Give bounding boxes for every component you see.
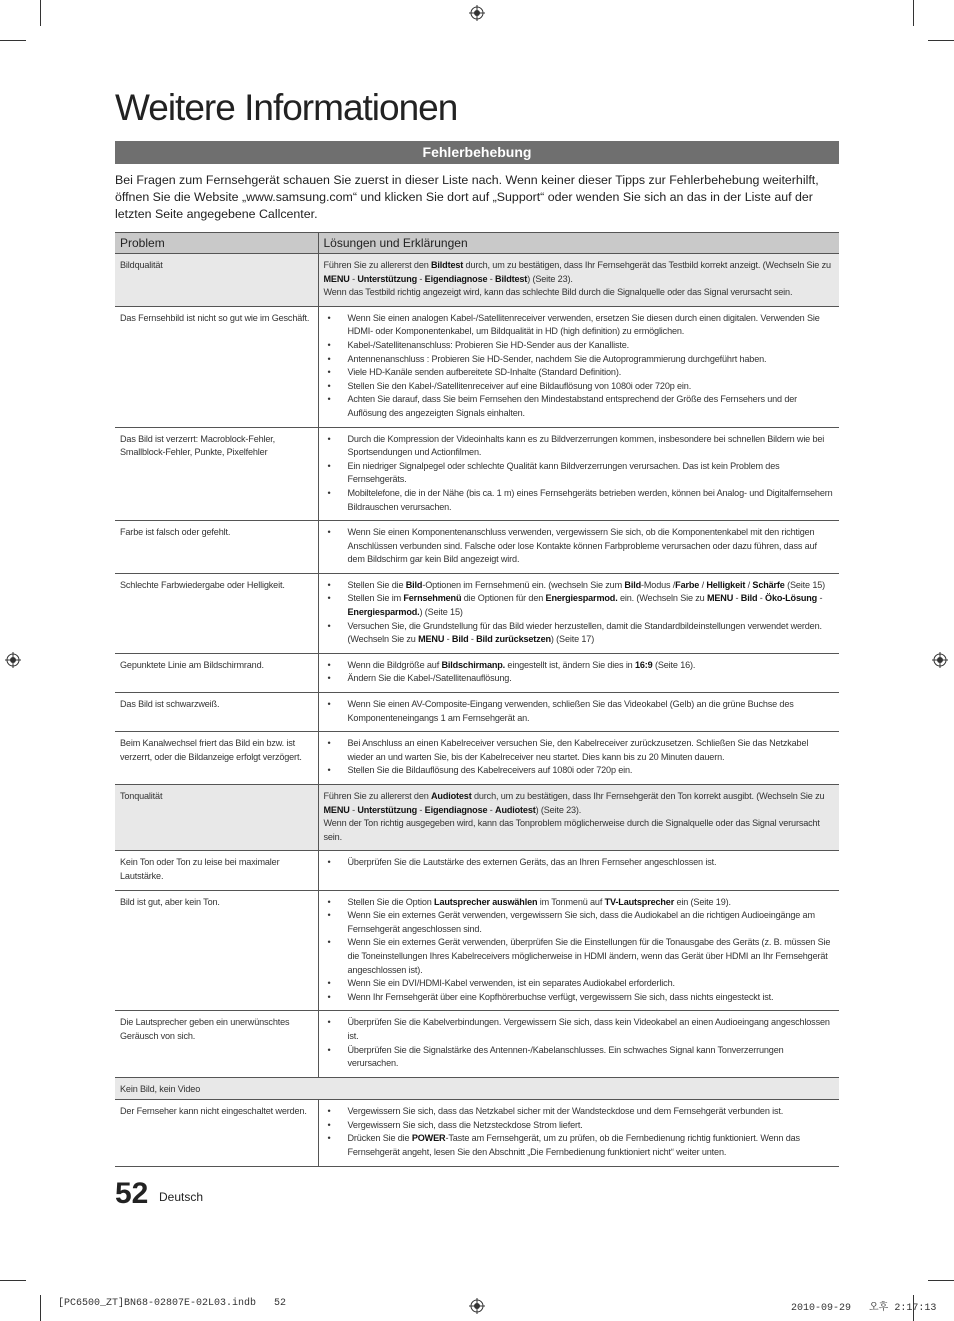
header-problem: Problem xyxy=(115,233,318,254)
solution-list xyxy=(324,312,835,421)
table-row xyxy=(115,890,839,1011)
list-item: • Wenn Sie einen analogen Kabel-/Satellitenreceiver verwenden, ersetzen Sie diesen durch einen digitalen. Verwenden Sie HDMI- oder Komponentenkabel, um Bildqualität in HD (high definition) zu ermöglichen. xyxy=(324,312,835,339)
solution-cell: Führen Sie zu allererst den Audiotest durch, um zu bestätigen, dass Ihr Fernsehgerät den Ton korrekt ausgibt. (Wechseln Sie zu MENU - Unterstützung - Eigendiagnose - Audiotest) (Seite 23). Wenn der Ton richtig ausgegeben wird, kann das Tonproblem möglicherweise durch die Signalquelle oder das Signal verursacht sein. xyxy=(318,785,839,851)
category-cell: Kein Bild, kein Video xyxy=(115,1077,839,1100)
table-row xyxy=(115,254,839,307)
intro-paragraph: Bei Fragen zum Fernsehgerät schauen Sie zuerst in dieser Liste nach. Wenn keiner dieser Tipps zur Fehlerbehebung weiterhilft, öffnen Sie die Website „www.samsung.com“ und klicken Sie dort auf „Support“ oder wenden Sie sich an das in der Liste auf der letzten Seite angegebene Callcenter. xyxy=(115,173,819,221)
solution-list xyxy=(324,659,835,686)
list-item: • Ändern Sie die Kabel-/Satellitenauflösung. xyxy=(324,672,835,686)
solution-cell: Führen Sie zu allererst den Bildtest durch, um zu bestätigen, dass Ihr Fernsehgerät das Testbild korrekt anzeigt. (Wechseln Sie zu MENU - Unterstützung - Eigendiagnose - Bildtest) (Seite 23). Wenn das Testbild richtig angezeigt wird, kann das schlechte Bild durch die Signalquelle oder das Signal verursacht sein. xyxy=(318,254,839,307)
crop-mark xyxy=(0,1280,26,1281)
list-item: • Wenn die Bildgröße auf Bildschirmanp. eingestellt ist, ändern Sie dies in 16:9 (Seite 16). xyxy=(324,659,835,673)
table-row xyxy=(115,653,839,692)
solution-list xyxy=(324,1016,835,1070)
table-row xyxy=(115,573,839,653)
list-item: • Viele HD-Kanäle senden aufbereitete SD-Inhalte (Standard Definition). xyxy=(324,366,835,380)
solution-list xyxy=(324,433,835,515)
crop-mark xyxy=(928,40,954,41)
problem-cell: Beim Kanalwechsel friert das Bild ein bzw. ist verzerrt, oder die Bildanzeige erfolgt verzögert. xyxy=(115,732,318,785)
table-row xyxy=(115,693,839,732)
crop-mark xyxy=(40,1295,41,1321)
solution-list xyxy=(324,737,835,778)
list-item: • Stellen Sie im Fernsehmenü die Optionen für den Energiesparmod. ein. (Wechseln Sie zu MENU - Bild - Öko-Lösung - Energiesparmod.) (Seite 15) xyxy=(324,592,835,619)
registration-mark-icon xyxy=(5,652,21,668)
list-item: • Ein niedriger Signalpegel oder schlechte Qualität kann Bildverzerrungen verursachen. Das ist kein Problem des Fernsehgeräts. xyxy=(324,460,835,487)
problem-cell: Gepunktete Linie am Bildschirmrand. xyxy=(115,653,318,692)
registration-mark-icon xyxy=(469,1298,485,1314)
problem-cell: Die Lautsprecher geben ein unerwünschtes Geräusch von sich. xyxy=(115,1011,318,1077)
solution-cell xyxy=(318,573,839,653)
table-row xyxy=(115,306,839,427)
crop-mark xyxy=(0,40,26,41)
crop-mark xyxy=(928,1280,954,1281)
list-item: • Wenn Sie ein DVI/HDMI-Kabel verwenden, ist ein separates Audiokabel erforderlich. xyxy=(324,977,835,991)
solution-cell xyxy=(318,732,839,785)
list-item: • Drücken Sie die POWER-Taste am Fernsehgerät, um zu prüfen, ob die Fernbedienung richtig funktioniert. Wenn das Fernsehgerät angeht, lesen Sie den Abschnitt „Die Fernbedienung funktioniert nicht“ weiter unten. xyxy=(324,1132,835,1159)
solution-list xyxy=(324,526,835,567)
list-item: • Überprüfen Sie die Lautstärke des externen Geräts, das an Ihren Fernseher angeschlossen ist. xyxy=(324,856,835,870)
registration-mark-icon xyxy=(469,5,485,21)
solution-list xyxy=(324,579,835,647)
solution-cell xyxy=(318,851,839,890)
table-row xyxy=(115,785,839,851)
list-item: • Wenn Sie einen AV-Composite-Eingang verwenden, schließen Sie das Videokabel (Gelb) an die grüne Buchse des Komponenteneingangs 1 am Fernsehgerät an. xyxy=(324,698,835,725)
registration-mark-icon xyxy=(932,652,948,668)
table-row xyxy=(115,732,839,785)
solution-list xyxy=(324,856,835,870)
solution-cell xyxy=(318,521,839,574)
list-item: • Vergewissern Sie sich, dass die Netzsteckdose Strom liefert. xyxy=(324,1119,835,1133)
solution-list xyxy=(324,698,835,725)
problem-cell: Schlechte Farbwiedergabe oder Helligkeit. xyxy=(115,573,318,653)
list-item: • Stellen Sie die Bild-Optionen im Fernsehmenü ein. (wechseln Sie zum Bild-Modus /Farbe / Helligkeit / Schärfe (Seite 15) xyxy=(324,579,835,593)
troubleshooting-table xyxy=(115,232,839,1167)
problem-cell: Das Bild ist schwarzweiß. xyxy=(115,693,318,732)
page-number: 52 xyxy=(115,1177,149,1210)
problem-cell: Das Bild ist verzerrt: Macroblock-Fehler, Smallblock-Fehler, Punkte, Pixelfehler xyxy=(115,427,318,521)
list-item: • Antennenanschluss : Probieren Sie HD-Sender, nachdem Sie die Autoprogrammierung durchgeführt haben. xyxy=(324,353,835,367)
crop-mark xyxy=(913,0,914,26)
footer-file-info: [PC6500_ZT]BN68-02807E-02L03.indb 52 xyxy=(58,1298,287,1309)
problem-cell: Bildqualität xyxy=(115,254,318,307)
solution-cell xyxy=(318,1100,839,1166)
section-title: Fehlerbehebung xyxy=(115,141,839,164)
list-item: • Wenn Ihr Fernsehgerät über eine Kopfhörerbuchse verfügt, vergewissern Sie sich, dass nichts eingesteckt ist. xyxy=(324,991,835,1005)
table-row xyxy=(115,427,839,521)
problem-cell: Farbe ist falsch oder gefehlt. xyxy=(115,521,318,574)
solution-cell xyxy=(318,890,839,1011)
header-solutions: Lösungen und Erklärungen xyxy=(318,233,839,254)
solution-list xyxy=(324,1105,835,1159)
table-row xyxy=(115,1100,839,1166)
page-language: Deutsch xyxy=(159,1190,204,1204)
footer-date: 2010-09-29 오후 2:17:13 xyxy=(791,1303,937,1314)
solution-cell xyxy=(318,427,839,521)
list-item: • Wenn Sie einen Komponentenanschluss verwenden, vergewissern Sie sich, ob die Komponentenkabel mit den richtigen Anschlüssen verbunden sind. Falsche oder lose Kontakte können Farbprobleme verursachen oder dazu führen, dass auf dem Bildschirm gar kein Bild angezeigt wird. xyxy=(324,526,835,567)
table-body xyxy=(115,254,839,1167)
page-title: Weitere Informationen xyxy=(115,87,458,128)
table-row xyxy=(115,851,839,890)
problem-cell: Kein Ton oder Ton zu leise bei maximaler Lautstärke. xyxy=(115,851,318,890)
list-item: • Bei Anschluss an einen Kabelreceiver versuchen Sie, den Kabelreceiver zurückzusetzen. Schließen Sie das Netzkabel wieder an und warten Sie, bis der Kabelreceiver neu startet. Dies kann bis zu 20 Minuten dauern. xyxy=(324,737,835,764)
table-row xyxy=(115,1011,839,1077)
problem-cell: Tonqualität xyxy=(115,785,318,851)
list-item: • Versuchen Sie, die Grundstellung für das Bild wieder herzustellen, damit die Standardbildeinstellungen verwendet werden. (Wechseln Sie zu MENU - Bild - Bild zurücksetzen) (Seite 17) xyxy=(324,620,835,647)
list-item: • Wenn Sie ein externes Gerät verwenden, überprüfen Sie die Einstellungen für die Tonausgabe des Geräts (z. B. müssen Sie die Toneinstellungen Ihres Kabelreceivers möglicherweise in HDMI ändern, wenn das Gerät über HDMI an Ihr Fernsehgerät angeschlossen ist). xyxy=(324,936,835,977)
list-item: • Überprüfen Sie die Kabelverbindungen. Vergewissern Sie sich, dass kein Videokabel an einen Audioeingang angeschlossen ist. xyxy=(324,1016,835,1043)
solution-list xyxy=(324,896,835,1005)
list-item: • Stellen Sie die Option Lautsprecher auswählen im Tonmenü auf TV-Lautsprecher ein (Seite 19). xyxy=(324,896,835,910)
crop-mark xyxy=(40,0,41,26)
solution-cell xyxy=(318,693,839,732)
problem-cell: Bild ist gut, aber kein Ton. xyxy=(115,890,318,1011)
table-row xyxy=(115,521,839,574)
solution-cell xyxy=(318,1011,839,1077)
list-item: • Mobiltelefone, die in der Nähe (bis ca. 1 m) eines Fernsehgeräts betrieben werden, können bei Analog- und Digitalfernsehern Bildrauschen verursachen. xyxy=(324,487,835,514)
list-item: • Achten Sie darauf, dass Sie beim Fernsehen den Mindestabstand entsprechend der Größe des Fernsehers und der Auflösung des angezeigten Signals einhalten. xyxy=(324,393,835,420)
list-item: • Überprüfen Sie die Signalstärke des Antennen-/Kabelanschlusses. Ein schwaches Signal kann Tonverzerrungen verursachen. xyxy=(324,1044,835,1071)
list-item: • Stellen Sie den Kabel-/Satellitenreceiver auf eine Bildauflösung von 1080i oder 720p ein. xyxy=(324,380,835,394)
table-header-row xyxy=(115,233,839,254)
table-row xyxy=(115,1077,839,1100)
list-item: • Kabel-/Satellitenanschluss: Probieren Sie HD-Sender aus der Kanalliste. xyxy=(324,339,835,353)
solution-cell xyxy=(318,653,839,692)
list-item: • Durch die Kompression der Videoinhalts kann es zu Bildverzerrungen kommen, insbesondere bei schnellen Bildern wie bei Sportsendungen und Actionfilmen. xyxy=(324,433,835,460)
list-item: • Wenn Sie ein externes Gerät verwenden, vergewissern Sie sich, dass die Audiokabel an die richtigen Audioeingänge am Fernsehgerät angeschlossen sind. xyxy=(324,909,835,936)
list-item: • Vergewissern Sie sich, dass das Netzkabel sicher mit der Wandsteckdose und dem Fernsehgerät verbunden ist. xyxy=(324,1105,835,1119)
problem-cell: Das Fernsehbild ist nicht so gut wie im Geschäft. xyxy=(115,306,318,427)
problem-cell: Der Fernseher kann nicht eingeschaltet werden. xyxy=(115,1100,318,1166)
list-item: • Stellen Sie die Bildauflösung des Kabelreceivers auf 1080i oder 720p ein. xyxy=(324,764,835,778)
solution-cell xyxy=(318,306,839,427)
